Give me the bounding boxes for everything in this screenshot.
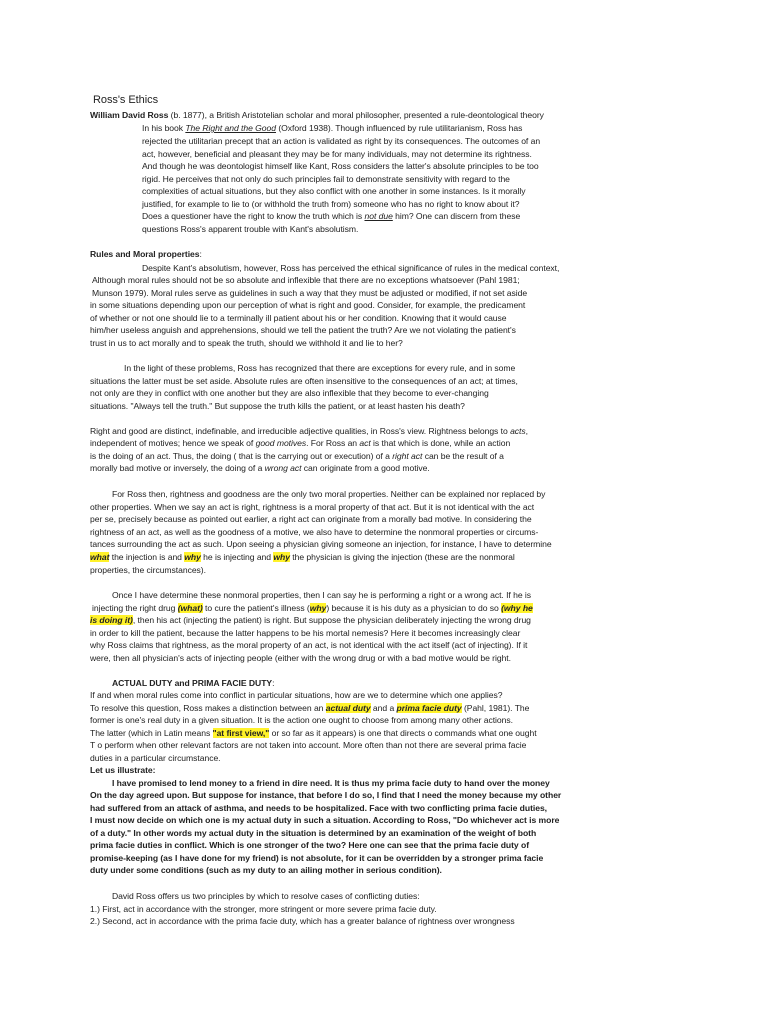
intro-line-10: questions Ross's apparent trouble with Kant's absolutism. <box>142 224 359 234</box>
p4-line-2: other properties. When we say an act is right, rightness is a moral property of that act. But it is not identical with the act <box>90 502 535 512</box>
rules-line-1: Despite Kant's absolutism, however, Ross has perceived the ethical significance of rules in the medical context, <box>142 263 560 273</box>
highlight-actual-duty: actual duty <box>325 703 371 713</box>
p3-line-1: Right and good are distinct, indefinable, and irreducible adjective qualities, in Ross's view. Rightness belongs to acts, <box>90 426 528 436</box>
document-title: Ross's Ethics <box>93 94 159 106</box>
intro-line-5: And though he was deontologist himself like Kant, Ross considers the latter's absolute principles to be too <box>142 161 539 171</box>
illustrate-line-5: of a duty." In other words my actual duty in the situation is determined by an examination of the weight of both <box>90 828 537 838</box>
principle-1: 1.) First, act in accordance with the stronger, more stringent or more severe prima facie duty. <box>90 904 437 914</box>
p4-line-7: properties, the circumstances). <box>90 565 206 575</box>
illustrate-line-2: On the day agreed upon. But suppose for instance, that before I do so, I find that I need the money because my other <box>90 790 562 800</box>
p5-line-4: in order to kill the patient, because the latter happens to be his mortal nemesis? Here it becomes increasingly clear <box>90 628 521 638</box>
highlight-why: why <box>184 552 201 562</box>
duty-line-1: If and when moral rules come into conflict in particular situations, how are we to determine which one applies? <box>90 690 503 700</box>
illustrate-line-1: I have promised to lend money to a friend in dire need. It is thus my prima facie duty to hand over the money <box>112 778 550 788</box>
illustrate-line-4: I must now decide on which one is my actual duty in such a situation. According to Ross, "Do whichever act is more <box>90 815 560 825</box>
highlight-what: (what) <box>177 603 203 613</box>
illustrate-line-3: had suffered from an attack of asthma, and needs to be hospitalized. Face with two conflicting prima facie duties, <box>90 803 548 813</box>
p4-line-1: For Ross then, rightness and goodness are the only two moral properties. Neither can be explained nor replaced by <box>112 489 546 499</box>
intro-line-4: act, however, beneficial and pleasant they may be for many individuals, may not determine its rightness. <box>142 149 532 159</box>
principles-intro: David Ross offers us two principles by which to resolve cases of conflicting duties: <box>112 891 420 901</box>
illustrate-line-7: promise-keeping (as I have done for my friend) is not absolute, for it can be overridden by a stronger prima facie <box>90 853 544 863</box>
duty-line-6: duties in a particular circumstance. <box>90 753 221 763</box>
duty-heading: ACTUAL DUTY and PRIMA FACIE DUTY: <box>112 678 275 688</box>
rules-line-2: Although moral rules should not be so absolute and inflexible that there are no exceptions whatsoever (Pahl 1981; <box>92 275 520 285</box>
illustrate-heading: Let us illustrate: <box>90 765 156 775</box>
p3-line-3: is the doing of an act. Thus, the doing ( that is the carrying out or execution) of a right act can be the result of a <box>90 451 504 461</box>
intro-line-3: rejected the utilitarian precept that an action is validated as right by its consequences. The outcomes of an <box>142 136 541 146</box>
book-title: The Right and the Good <box>185 123 276 133</box>
intro-line-2: In his book The Right and the Good (Oxford 1938). Though influenced by rule utilitarianism, Ross has <box>142 123 523 133</box>
principle-2: 2.) Second, act in accordance with the prima facie duty, which has a greater balance of rightness over wrongness <box>90 916 515 926</box>
p5-line-5: why Ross claims that rightness, as the moral property of an act, is not identical with the act itself (act of injecting). If it <box>90 640 528 650</box>
p2-line-3: not only are they in conflict with one another but they are also inflexible that they become to ever-changing <box>90 388 489 398</box>
not-due-text: not due <box>364 211 393 221</box>
intro-line-6: rigid. He perceives that not only do such principles fail to demonstrate sensitivity with regard to the <box>142 174 510 184</box>
intro-line-9: Does a questioner have the right to know the truth which is not due him? One can discern from these <box>142 211 521 221</box>
intro-line-8: justified, for example to lie to (or withhold the truth from) someone who has no right to know about it? <box>142 199 520 209</box>
p4-line-4: rightness of an act, as well as the goodness of a motive, we also have to determine the nonmoral properties or circums- <box>90 527 539 537</box>
p5-line-1: Once I have determine these nonmoral properties, then I can say he is performing a right or a wrong act. If he is <box>112 590 532 600</box>
rules-line-7: trust in us to act morally and to speak the truth, should we withhold it and lie to her? <box>90 338 403 348</box>
duty-line-3: former is one's real duty in a given situation. It is the action one ought to choose from among many other actions. <box>90 715 513 725</box>
p2-line-2: situations the latter must be set aside. Absolute rules are often insensitive to the consequences of an act; at times, <box>90 376 518 386</box>
rules-line-6: him/her useless anguish and apprehensions, should we tell the patient the truth? Are we not violating the patient's <box>90 325 516 335</box>
highlight-at-first-view: "at first view," <box>212 728 270 738</box>
author-name: William David Ross <box>90 110 169 120</box>
p3-line-4: morally bad motive or inversely, the doing of a wrong act can originate from a good motive. <box>90 463 430 473</box>
highlight-why-he: (why he <box>501 603 533 613</box>
highlight-prima-facie-duty: prima facie duty <box>396 703 462 713</box>
highlight-what: what <box>90 552 110 562</box>
intro-line-1: William David Ross (b. 1877), a British Aristotelian scholar and moral philosopher, presented a rule-deontological theory <box>90 110 544 120</box>
duty-line-5: T o perform when other relevant factors are not taken into account. More often than not there are several prima facie <box>90 740 527 750</box>
illustrate-line-8: duty under some conditions (such as my duty to an ailing mother in serious condition). <box>90 865 442 875</box>
highlight-why: why <box>309 603 327 613</box>
intro-line-7: complexities of actual situations, but they also conflict with one another in some instances. Is it morally <box>142 186 526 196</box>
rules-line-5: of whether or not one should lie to a terminally ill patient about his or her condition. Knowing that it would cause <box>90 313 507 323</box>
p2-line-4: situations. "Always tell the truth." But suppose the truth kills the patient, or at least hasten his death? <box>90 401 465 411</box>
p2-line-1: In the light of these problems, Ross has recognized that there are exceptions for every rule, and in some <box>124 363 516 373</box>
illustrate-line-6: prima facie duties in conflict. Which is one stronger of the two? Here one can see that the prima facie duty of <box>90 840 530 850</box>
p4-line-5: tances surrounding the act as such. Upon seeing a physician giving someone an injection, for instance, I have to determine <box>90 539 552 549</box>
highlight-is-doing-it: is doing it) <box>90 615 133 625</box>
rules-line-4: in some situations depending upon our perception of what is right and good. Consider, for example, the predicament <box>90 300 526 310</box>
p4-line-6: what the injection is and why he is injecting and why the physician is giving the injection (these are the nonmoral <box>90 552 515 562</box>
highlight-why: why <box>273 552 290 562</box>
duty-line-4: The latter (which in Latin means "at first view," or so far as it appears) is one that directs o commands what one ought <box>90 728 537 738</box>
p5-line-6: were, then all physician's acts of injecting people (either with the wrong drug or with a bad motive would be right. <box>90 653 511 663</box>
p3-line-2: independent of motives; hence we speak of good motives. For Ross an act is that which is done, while an action <box>90 438 511 448</box>
rules-line-3: Munson 1979). Moral rules serve as guidelines in such a way that they must be adjusted or modified, if not set aside <box>92 288 528 298</box>
p5-line-2: injecting the right drug (what) to cure the patient's illness (why) because it is his duty as a physician to do so (why he <box>92 603 533 613</box>
duty-line-2: To resolve this question, Ross makes a distinction between an actual duty and a prima facie duty (Pahl, 1981). The <box>90 703 530 713</box>
rules-heading: Rules and Moral properties: <box>90 249 202 259</box>
p5-line-3: is doing it), then his act (injecting the patient) is right. But suppose the physician deliberately injecting the wrong drug <box>90 615 531 625</box>
p4-line-3: per se, precisely because as pointed out earlier, a right act can originate from a morally bad motive. In considering the <box>90 514 532 524</box>
